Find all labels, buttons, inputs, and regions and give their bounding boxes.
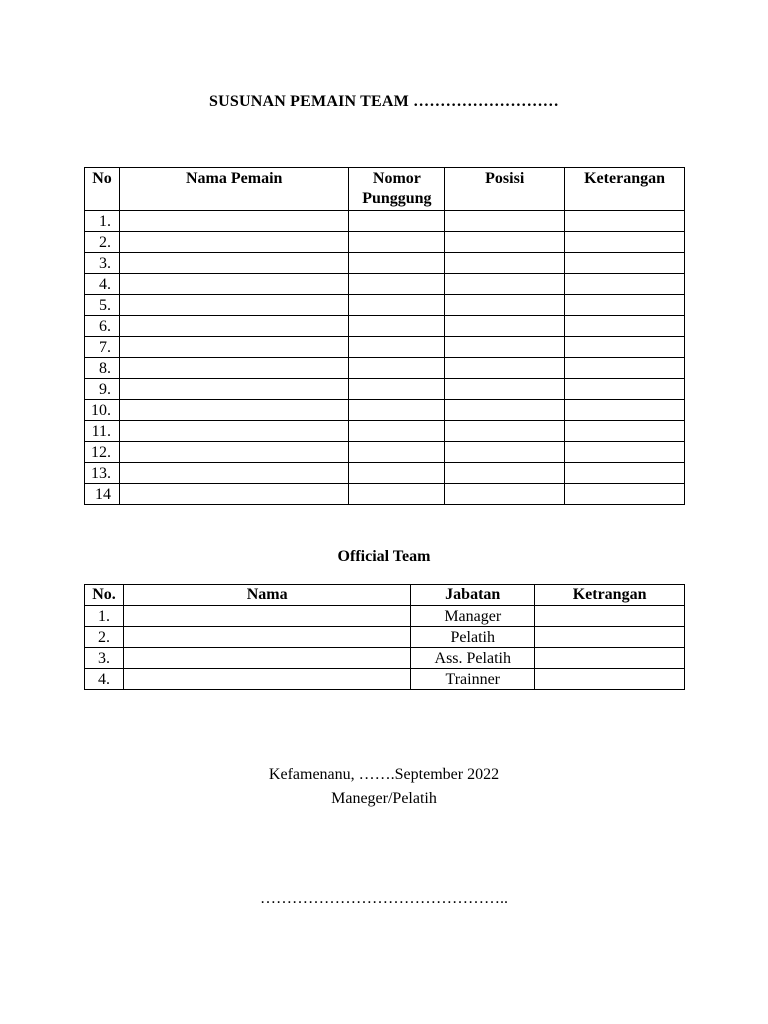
header-nama-pemain: Nama Pemain <box>119 168 348 211</box>
table-row <box>85 295 685 316</box>
row-no: 11. <box>85 421 120 442</box>
row-nomor-punggung[interactable] <box>349 400 445 421</box>
row-nomor-punggung[interactable] <box>349 253 445 274</box>
row-nomor-punggung[interactable] <box>349 421 445 442</box>
row-nama-pemain[interactable] <box>119 316 348 337</box>
row-no: 13. <box>85 463 120 484</box>
row-keterangan[interactable] <box>565 232 685 253</box>
row-keterangan[interactable] <box>565 253 685 274</box>
row-keterangan[interactable] <box>565 400 685 421</box>
row-nama[interactable] <box>123 648 410 669</box>
row-keterangan[interactable] <box>565 421 685 442</box>
row-nama-pemain[interactable] <box>119 253 348 274</box>
table-row <box>85 358 685 379</box>
row-jabatan: Ass. Pelatih <box>411 648 535 669</box>
row-nama-pemain[interactable] <box>119 274 348 295</box>
row-ketrangan[interactable] <box>535 627 685 648</box>
row-no: 8. <box>85 358 120 379</box>
row-no: 12. <box>85 442 120 463</box>
row-nama-pemain[interactable] <box>119 358 348 379</box>
row-keterangan[interactable] <box>565 484 685 505</box>
players-table <box>84 167 685 505</box>
row-nama[interactable] <box>123 606 410 627</box>
row-nama-pemain[interactable] <box>119 211 348 232</box>
row-ketrangan[interactable] <box>535 669 685 690</box>
row-no: 6. <box>85 316 120 337</box>
row-posisi[interactable] <box>445 442 565 463</box>
signature-place-date: Kefamenanu, …….September 2022 <box>268 766 500 783</box>
row-keterangan[interactable] <box>565 358 685 379</box>
row-nama-pemain[interactable] <box>119 232 348 253</box>
row-no: 2. <box>85 627 124 648</box>
table-row <box>85 648 685 669</box>
row-nomor-punggung[interactable] <box>349 379 445 400</box>
row-nama-pemain[interactable] <box>119 337 348 358</box>
row-jabatan: Pelatih <box>411 627 535 648</box>
table-row <box>85 421 685 442</box>
row-nomor-punggung[interactable] <box>349 463 445 484</box>
row-keterangan[interactable] <box>565 442 685 463</box>
header-keterangan: Keterangan <box>565 168 685 211</box>
table-row <box>85 253 685 274</box>
row-nomor-punggung[interactable] <box>349 274 445 295</box>
row-keterangan[interactable] <box>565 295 685 316</box>
row-posisi[interactable] <box>445 400 565 421</box>
row-no: 1. <box>85 606 124 627</box>
header-posisi: Posisi <box>445 168 565 211</box>
row-posisi[interactable] <box>445 295 565 316</box>
players-table-body <box>85 211 685 505</box>
row-posisi[interactable] <box>445 211 565 232</box>
row-nama-pemain[interactable] <box>119 463 348 484</box>
table-row <box>85 379 685 400</box>
official-team-title: Official Team <box>337 548 431 565</box>
row-posisi[interactable] <box>445 316 565 337</box>
row-no: 10. <box>85 400 120 421</box>
row-keterangan[interactable] <box>565 337 685 358</box>
players-table-header-row <box>85 168 685 211</box>
officials-table-body <box>85 606 685 690</box>
row-nomor-punggung[interactable] <box>349 358 445 379</box>
row-posisi[interactable] <box>445 421 565 442</box>
header-ketrangan: Ketrangan <box>535 585 685 606</box>
table-row <box>85 669 685 690</box>
header-nomor-punggung: Nomor Punggung <box>349 168 445 211</box>
row-ketrangan[interactable] <box>535 648 685 669</box>
row-posisi[interactable] <box>445 232 565 253</box>
row-posisi[interactable] <box>445 253 565 274</box>
row-no: 3. <box>85 253 120 274</box>
row-nomor-punggung[interactable] <box>349 442 445 463</box>
header-jabatan: Jabatan <box>411 585 535 606</box>
row-nama-pemain[interactable] <box>119 421 348 442</box>
table-row <box>85 400 685 421</box>
row-nama-pemain[interactable] <box>119 379 348 400</box>
table-row <box>85 627 685 648</box>
row-nomor-punggung[interactable] <box>349 211 445 232</box>
header-no: No. <box>85 585 124 606</box>
row-no: 14 <box>85 484 120 505</box>
row-no: 1. <box>85 211 120 232</box>
row-no: 2. <box>85 232 120 253</box>
table-row <box>85 274 685 295</box>
table-row <box>85 484 685 505</box>
table-row <box>85 463 685 484</box>
row-nomor-punggung[interactable] <box>349 484 445 505</box>
row-posisi[interactable] <box>445 358 565 379</box>
row-keterangan[interactable] <box>565 211 685 232</box>
row-posisi[interactable] <box>445 337 565 358</box>
row-nama[interactable] <box>123 627 410 648</box>
row-posisi[interactable] <box>445 274 565 295</box>
row-nama-pemain[interactable] <box>119 484 348 505</box>
table-row <box>85 232 685 253</box>
row-nomor-punggung[interactable] <box>349 316 445 337</box>
row-nama[interactable] <box>123 669 410 690</box>
officials-table-header-row <box>85 585 685 606</box>
row-nama-pemain[interactable] <box>119 442 348 463</box>
row-posisi[interactable] <box>445 379 565 400</box>
row-nomor-punggung[interactable] <box>349 337 445 358</box>
row-nomor-punggung[interactable] <box>349 232 445 253</box>
header-nama: Nama <box>123 585 410 606</box>
row-keterangan[interactable] <box>565 379 685 400</box>
table-row <box>85 606 685 627</box>
row-no: 4. <box>85 669 124 690</box>
table-row <box>85 316 685 337</box>
row-no: 5. <box>85 295 120 316</box>
signature-line: ……………………………………….. <box>260 890 508 907</box>
table-row <box>85 211 685 232</box>
row-posisi[interactable] <box>445 484 565 505</box>
row-no: 3. <box>85 648 124 669</box>
row-no: 4. <box>85 274 120 295</box>
row-nama-pemain[interactable] <box>119 400 348 421</box>
row-ketrangan[interactable] <box>535 606 685 627</box>
row-jabatan: Trainner <box>411 669 535 690</box>
signature-role: Maneger/Pelatih <box>331 790 437 807</box>
officials-table <box>84 584 685 690</box>
row-keterangan[interactable] <box>565 274 685 295</box>
row-no: 9. <box>85 379 120 400</box>
row-keterangan[interactable] <box>565 316 685 337</box>
document-title: SUSUNAN PEMAIN TEAM ……………………… <box>209 93 559 110</box>
row-nama-pemain[interactable] <box>119 295 348 316</box>
row-jabatan: Manager <box>411 606 535 627</box>
table-row <box>85 337 685 358</box>
row-keterangan[interactable] <box>565 463 685 484</box>
table-row <box>85 442 685 463</box>
row-nomor-punggung[interactable] <box>349 295 445 316</box>
row-no: 7. <box>85 337 120 358</box>
header-no: No <box>85 168 120 211</box>
row-posisi[interactable] <box>445 463 565 484</box>
